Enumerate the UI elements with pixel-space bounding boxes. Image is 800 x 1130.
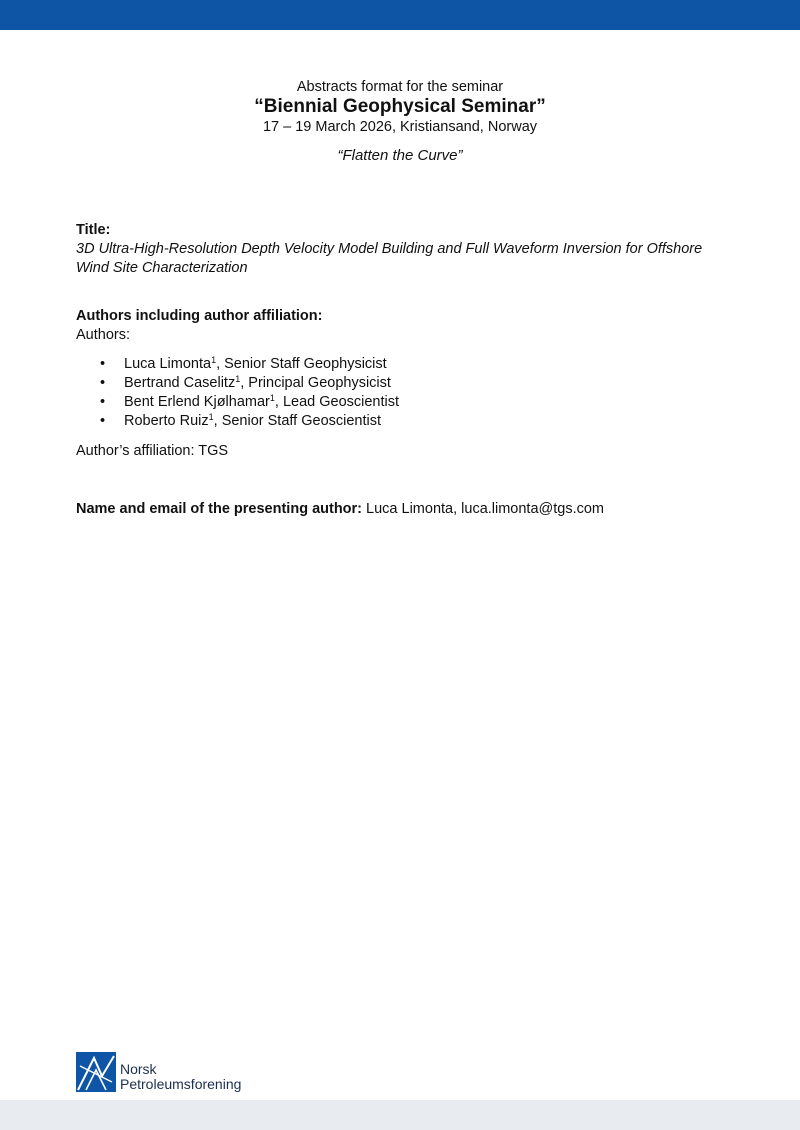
author-affiliation: Author’s affiliation: TGS [76,443,229,459]
list-item [76,393,736,412]
list-item [76,355,736,374]
authors-sublabel: Authors: [76,327,130,343]
footer-band [0,1100,800,1130]
author-name: Bertrand Caselitz [124,375,236,391]
top-banner-bar [0,0,800,30]
bullet-icon: • [100,356,106,372]
author-name: Roberto Ruiz [124,413,209,429]
seminar-title: “Biennial Geophysical Seminar” [254,96,546,117]
affiliation-marker: 1 [208,412,214,422]
title-section [76,221,736,278]
author-name: Bent Erlend Kjølhamar [124,394,270,410]
bullet-icon: • [100,394,106,410]
author-name: Luca Limonta [124,356,212,372]
document-header [0,78,800,165]
authors-label: Authors including author affiliation: [76,308,323,324]
presenting-author-value: Luca Limonta, luca.limonta@tgs.com [362,501,605,517]
presenting-author-label: Name and email of the presenting author: [76,501,363,517]
title-label: Title: [76,222,111,238]
npf-logo [76,1052,266,1098]
author-role: , Principal Geophysicist [240,375,391,391]
author-role: , Lead Geoscientist [274,394,400,410]
logo-line-petroleumsforening: Petroleumsforening [120,1076,242,1092]
bullet-icon: • [100,375,106,391]
presenting-author [76,500,736,519]
author-role: , Senior Staff Geoscientist [213,413,382,429]
author-role: , Senior Staff Geophysicist [216,356,387,372]
header-intro: Abstracts format for the seminar [296,79,504,95]
affiliation-marker: 1 [211,355,217,365]
list-item [76,374,736,393]
npf-logo-text [120,1062,241,1092]
authors-list [76,355,736,431]
list-item [76,412,736,431]
abstract-title: 3D Ultra-High-Resolution Depth Velocity Model Building and Full Waveform Inversion for Offshore Wind Site Characterization [76,241,703,276]
authors-section [76,307,736,461]
abstract-body [76,221,736,519]
logo-line-norsk: Norsk [120,1061,157,1077]
affiliation-marker: 1 [269,393,275,403]
seminar-motto: “Flatten the Curve” [337,147,463,164]
seminar-date-place: 17 – 19 March 2026, Kristiansand, Norway [262,119,538,135]
npf-logo-icon [76,1052,118,1094]
affiliation-marker: 1 [235,374,241,384]
bullet-icon: • [100,413,106,429]
